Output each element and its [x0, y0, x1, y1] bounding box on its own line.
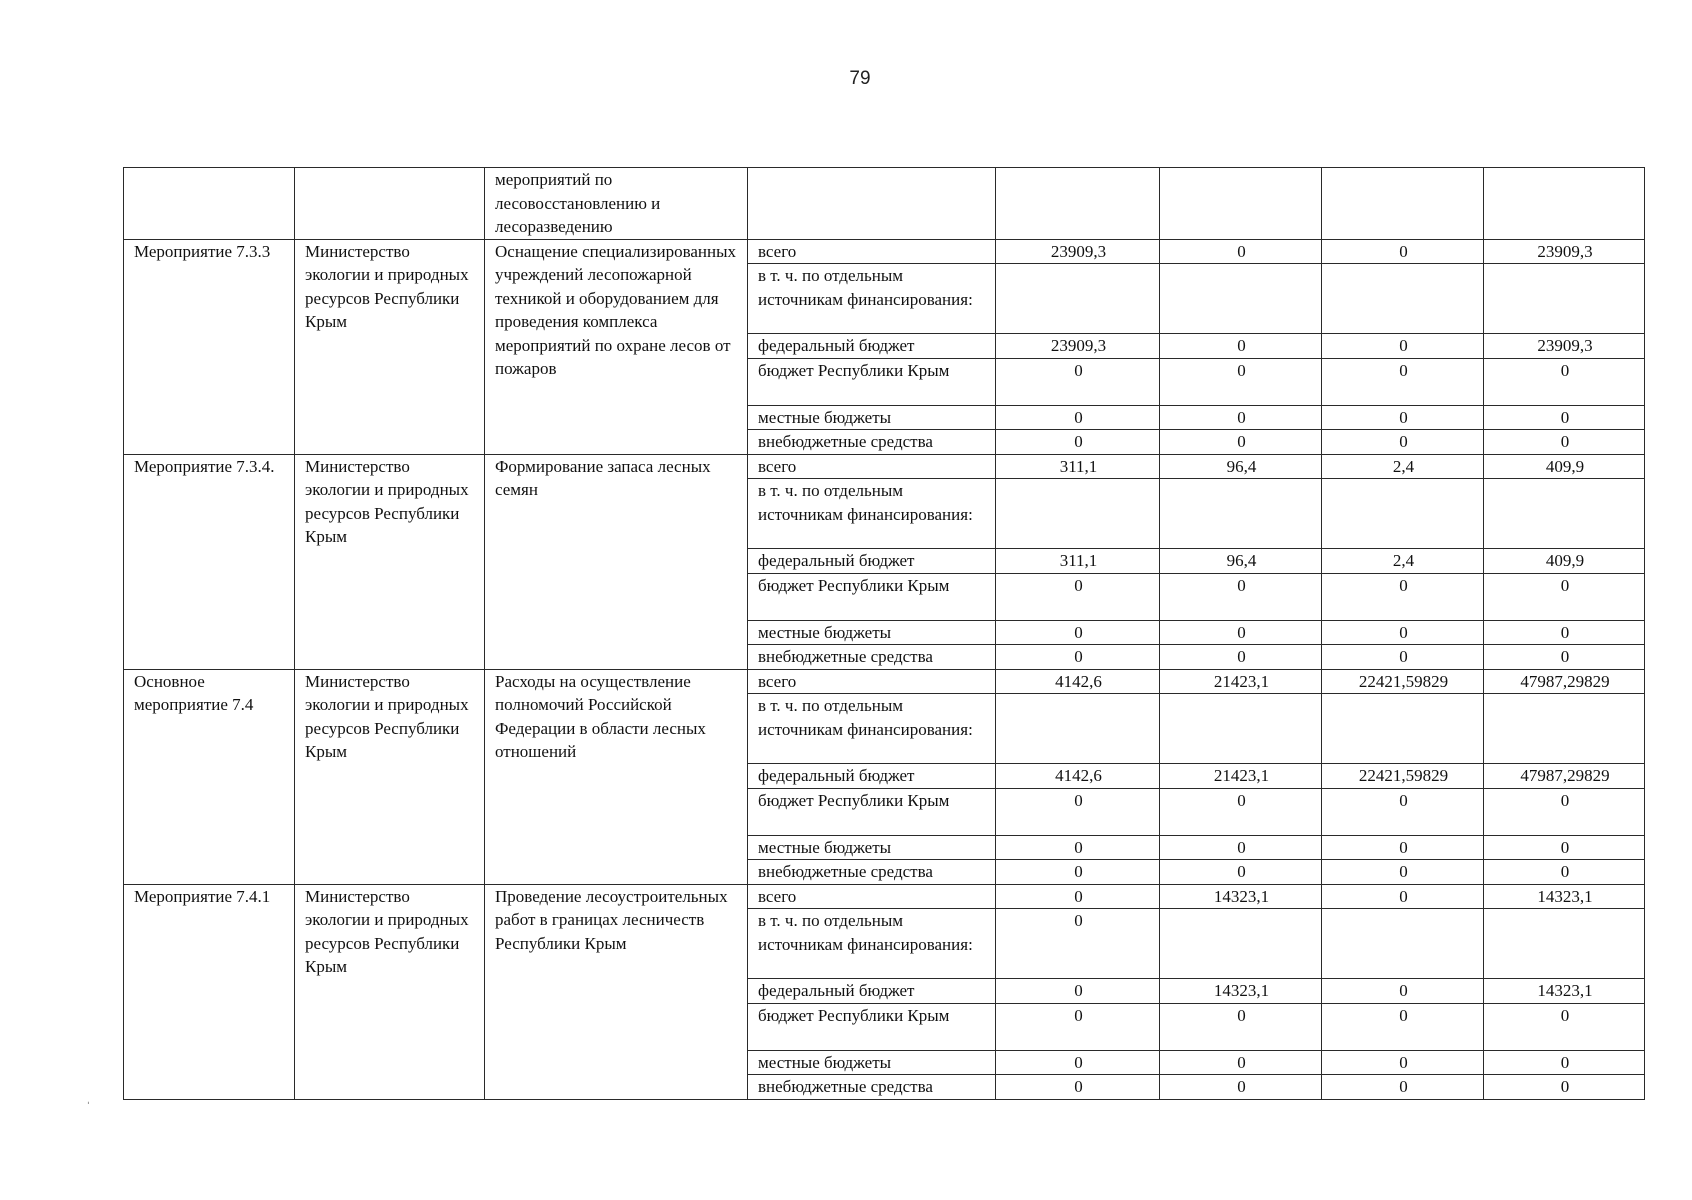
amount-v4: [1484, 694, 1645, 764]
amount-v1: 4142,6: [996, 669, 1160, 694]
amount-v2: 0: [1160, 1075, 1322, 1100]
amount-v4: 14323,1: [1484, 979, 1645, 1004]
funding-source: внебюджетные средства: [748, 430, 996, 455]
amount-v2: 0: [1160, 1003, 1322, 1050]
amount-v4: 0: [1484, 1050, 1645, 1075]
amount-v1: 0: [996, 979, 1160, 1004]
funding-table: [123, 167, 1645, 1100]
amount-v2: [1160, 694, 1322, 764]
amount-v1: [996, 264, 1160, 334]
funding-source: бюджет Республики Крым: [748, 788, 996, 835]
amount-v4: 14323,1: [1484, 884, 1645, 909]
amount-v2: 0: [1160, 1050, 1322, 1075]
amount-v4: 0: [1484, 645, 1645, 670]
amount-v1: 0: [996, 405, 1160, 430]
amount-v3: [1322, 694, 1484, 764]
amount-v3: 0: [1322, 884, 1484, 909]
continuation-value-cell: [996, 168, 1160, 240]
funding-source: внебюджетные средства: [748, 860, 996, 885]
amount-v2: 14323,1: [1160, 979, 1322, 1004]
amount-v2: 0: [1160, 860, 1322, 885]
amount-v2: 0: [1160, 573, 1322, 620]
table-row: [124, 239, 1645, 264]
amount-v3: 0: [1322, 334, 1484, 359]
amount-v3: [1322, 909, 1484, 979]
amount-v1: 311,1: [996, 454, 1160, 479]
funding-source: в т. ч. по отдельным источникам финансирования:: [748, 264, 996, 334]
activity-name: Мероприятие 7.3.4.: [124, 454, 295, 669]
amount-v2: 0: [1160, 334, 1322, 359]
amount-v2: 0: [1160, 358, 1322, 405]
amount-v2: 0: [1160, 835, 1322, 860]
funding-source: бюджет Республики Крым: [748, 358, 996, 405]
funding-source: местные бюджеты: [748, 835, 996, 860]
activity-description: Формирование запаса лесных семян: [485, 454, 748, 669]
amount-v1: 0: [996, 573, 1160, 620]
amount-v3: 0: [1322, 358, 1484, 405]
amount-v4: 47987,29829: [1484, 669, 1645, 694]
executor: Министерство экологии и природных ресурсов Республики Крым: [295, 239, 485, 454]
amount-v2: 0: [1160, 405, 1322, 430]
amount-v2: [1160, 479, 1322, 549]
amount-v1: 0: [996, 430, 1160, 455]
funding-source: внебюджетные средства: [748, 1075, 996, 1100]
amount-v1: 0: [996, 909, 1160, 979]
funding-source: местные бюджеты: [748, 1050, 996, 1075]
amount-v1: 0: [996, 358, 1160, 405]
executor: Министерство экологии и природных ресурсов Республики Крым: [295, 454, 485, 669]
amount-v2: 0: [1160, 239, 1322, 264]
amount-v2: 0: [1160, 620, 1322, 645]
amount-v2: [1160, 909, 1322, 979]
amount-v2: 0: [1160, 645, 1322, 670]
amount-v2: 21423,1: [1160, 669, 1322, 694]
amount-v4: 0: [1484, 1003, 1645, 1050]
funding-source: федеральный бюджет: [748, 549, 996, 574]
amount-v4: 0: [1484, 860, 1645, 885]
table-body: [124, 168, 1645, 1100]
funding-source: внебюджетные средства: [748, 645, 996, 670]
amount-v4: 0: [1484, 573, 1645, 620]
continuation-row: [124, 168, 1645, 240]
amount-v3: 0: [1322, 1050, 1484, 1075]
amount-v2: [1160, 264, 1322, 334]
amount-v4: [1484, 479, 1645, 549]
activity-name: Основное мероприятие 7.4: [124, 669, 295, 884]
amount-v1: 0: [996, 620, 1160, 645]
funding-source: в т. ч. по отдельным источникам финансирования:: [748, 909, 996, 979]
amount-v4: 47987,29829: [1484, 764, 1645, 789]
amount-v1: [996, 694, 1160, 764]
funding-source: федеральный бюджет: [748, 334, 996, 359]
continuation-value-cell: [1160, 168, 1322, 240]
amount-v2: 0: [1160, 430, 1322, 455]
amount-v4: 0: [1484, 835, 1645, 860]
amount-v1: 311,1: [996, 549, 1160, 574]
funding-source: местные бюджеты: [748, 620, 996, 645]
amount-v2: 14323,1: [1160, 884, 1322, 909]
amount-v4: 409,9: [1484, 549, 1645, 574]
amount-v4: 0: [1484, 1075, 1645, 1100]
table-row: [124, 884, 1645, 909]
continuation-value-cell: [1322, 168, 1484, 240]
amount-v3: 0: [1322, 979, 1484, 1004]
amount-v4: [1484, 264, 1645, 334]
amount-v3: 0: [1322, 620, 1484, 645]
amount-v1: 0: [996, 1003, 1160, 1050]
table-row: [124, 454, 1645, 479]
table-row: [124, 669, 1645, 694]
amount-v4: 0: [1484, 788, 1645, 835]
amount-v2: 96,4: [1160, 549, 1322, 574]
continuation-name-cell: [124, 168, 295, 240]
funding-source: бюджет Республики Крым: [748, 573, 996, 620]
amount-v4: 0: [1484, 358, 1645, 405]
funding-source: федеральный бюджет: [748, 764, 996, 789]
funding-source: федеральный бюджет: [748, 979, 996, 1004]
continuation-value-cell: [1484, 168, 1645, 240]
amount-v4: 23909,3: [1484, 334, 1645, 359]
amount-v3: 22421,59829: [1322, 669, 1484, 694]
amount-v3: 0: [1322, 788, 1484, 835]
amount-v1: 0: [996, 860, 1160, 885]
amount-v4: 0: [1484, 430, 1645, 455]
funding-source: всего: [748, 454, 996, 479]
funding-source: всего: [748, 239, 996, 264]
amount-v3: 0: [1322, 405, 1484, 430]
executor: Министерство экологии и природных ресурсов Республики Крым: [295, 669, 485, 884]
amount-v1: 0: [996, 788, 1160, 835]
amount-v3: 0: [1322, 860, 1484, 885]
amount-v1: [996, 479, 1160, 549]
amount-v4: 0: [1484, 620, 1645, 645]
amount-v3: 2,4: [1322, 454, 1484, 479]
amount-v4: [1484, 909, 1645, 979]
amount-v4: 23909,3: [1484, 239, 1645, 264]
activity-description: Расходы на осуществление полномочий Российской Федерации в области лесных отношений: [485, 669, 748, 884]
amount-v3: 0: [1322, 835, 1484, 860]
funding-source: всего: [748, 884, 996, 909]
continuation-executor-cell: [295, 168, 485, 240]
amount-v3: 2,4: [1322, 549, 1484, 574]
amount-v3: 0: [1322, 573, 1484, 620]
amount-v1: 0: [996, 835, 1160, 860]
page-number: 79: [849, 68, 871, 89]
funding-source: местные бюджеты: [748, 405, 996, 430]
funding-source: бюджет Республики Крым: [748, 1003, 996, 1050]
activity-description: Оснащение специализированных учреждений лесопожарной техникой и оборудованием для проведения комплекса мероприятий по охране лесов от пожаров: [485, 239, 748, 454]
amount-v4: 0: [1484, 405, 1645, 430]
activity-description: Проведение лесоустроительных работ в границах лесничеств Республики Крым: [485, 884, 748, 1099]
funding-source: в т. ч. по отдельным источникам финансирования:: [748, 479, 996, 549]
funding-source: всего: [748, 669, 996, 694]
amount-v3: 0: [1322, 239, 1484, 264]
amount-v1: 0: [996, 1050, 1160, 1075]
amount-v3: 22421,59829: [1322, 764, 1484, 789]
amount-v1: 23909,3: [996, 334, 1160, 359]
amount-v2: 96,4: [1160, 454, 1322, 479]
amount-v1: 23909,3: [996, 239, 1160, 264]
amount-v1: 0: [996, 645, 1160, 670]
amount-v3: 0: [1322, 1075, 1484, 1100]
activity-name: Мероприятие 7.4.1: [124, 884, 295, 1099]
amount-v4: 409,9: [1484, 454, 1645, 479]
amount-v3: 0: [1322, 430, 1484, 455]
amount-v2: 21423,1: [1160, 764, 1322, 789]
amount-v3: 0: [1322, 1003, 1484, 1050]
amount-v3: [1322, 264, 1484, 334]
amount-v1: 0: [996, 1075, 1160, 1100]
amount-v1: 0: [996, 884, 1160, 909]
amount-v3: 0: [1322, 645, 1484, 670]
executor: Министерство экологии и природных ресурсов Республики Крым: [295, 884, 485, 1099]
continuation-source-cell: [748, 168, 996, 240]
amount-v1: 4142,6: [996, 764, 1160, 789]
amount-v2: 0: [1160, 788, 1322, 835]
activity-name: Мероприятие 7.3.3: [124, 239, 295, 454]
amount-v3: [1322, 479, 1484, 549]
scan-speck: ˌ: [86, 1088, 91, 1104]
continuation-description: мероприятий по лесовосстановлению и лесоразведению: [485, 168, 748, 240]
funding-source: в т. ч. по отдельным источникам финансирования:: [748, 694, 996, 764]
